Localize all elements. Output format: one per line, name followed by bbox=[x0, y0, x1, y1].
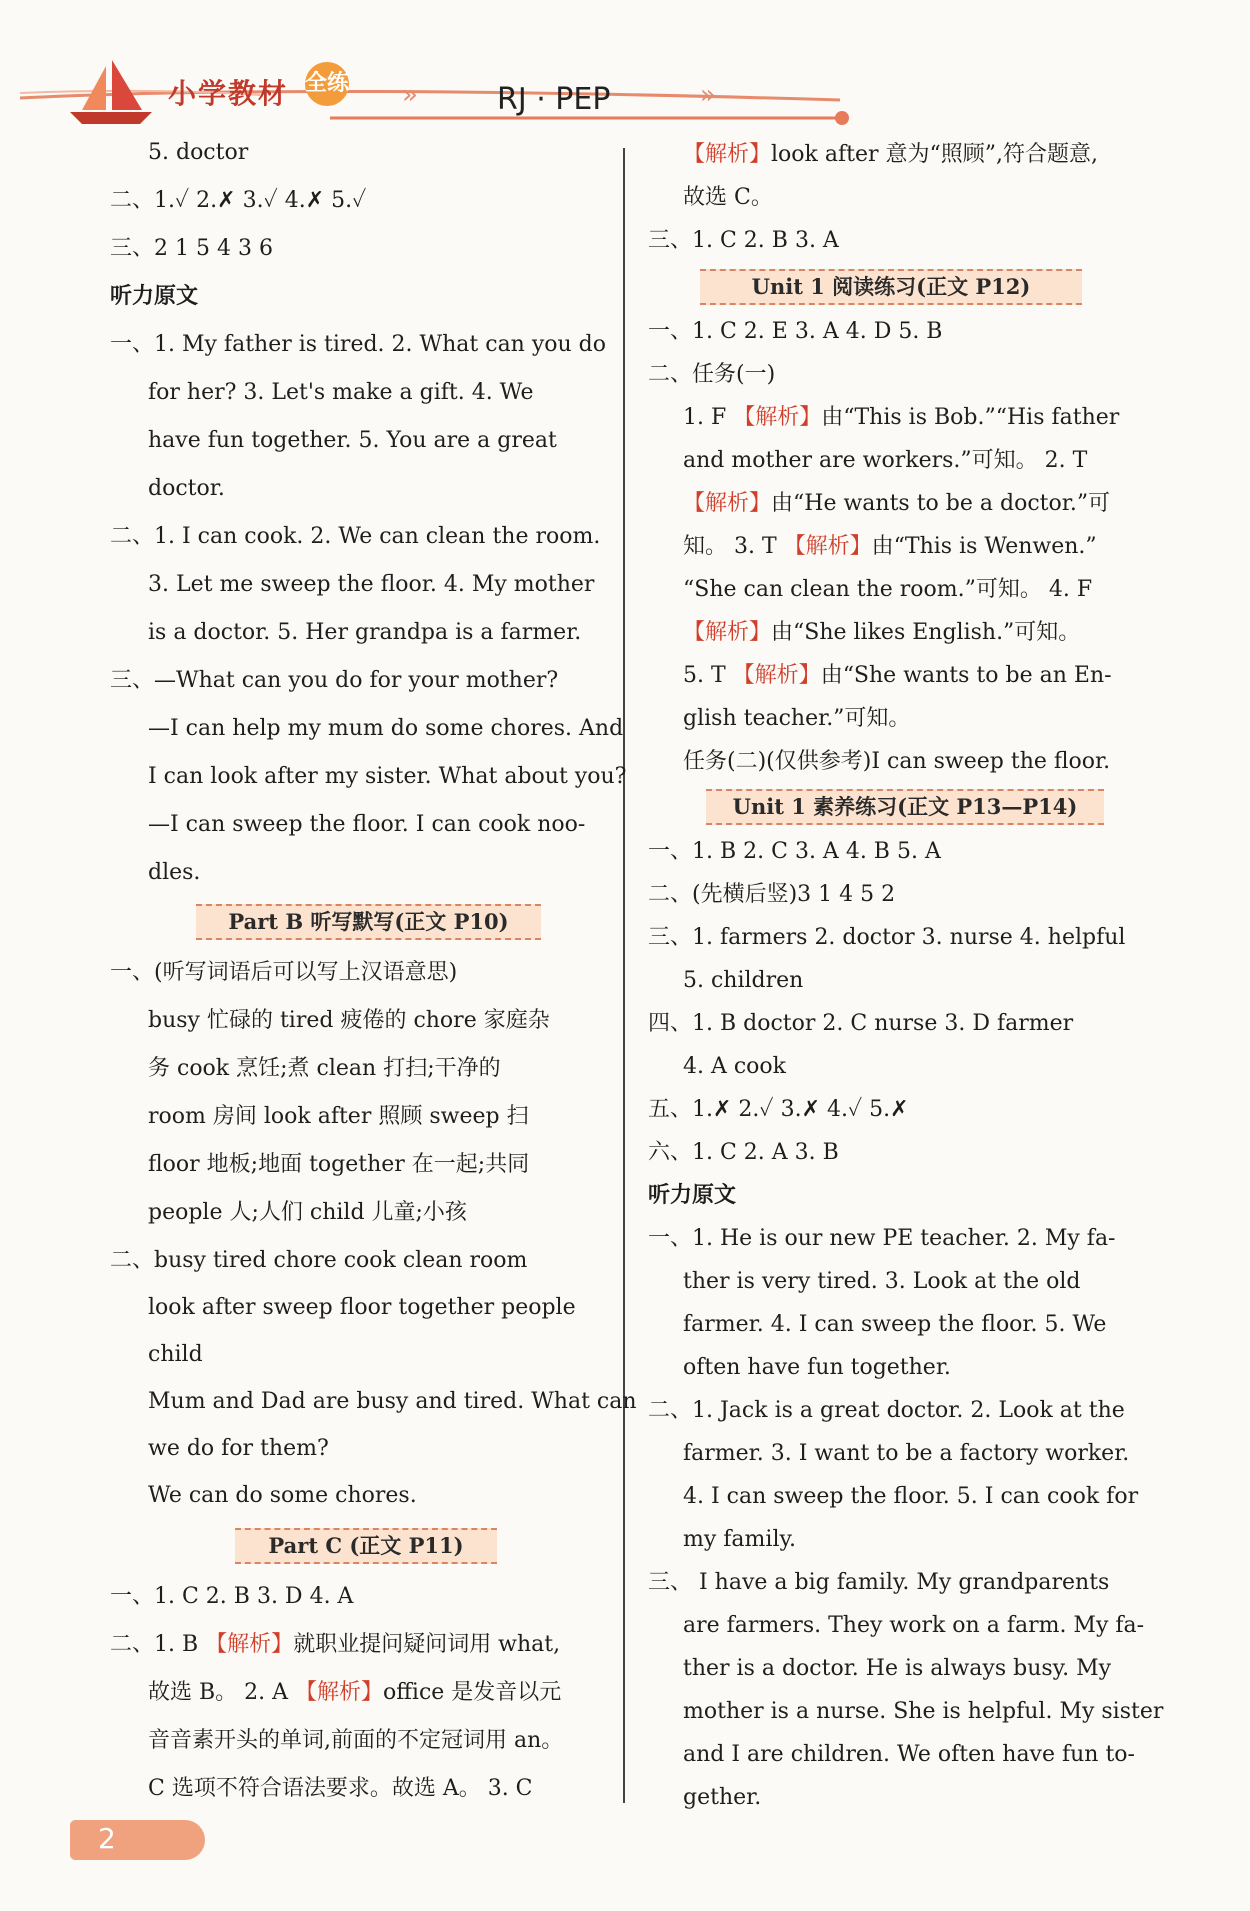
answer-line: 故选 C。 bbox=[683, 185, 773, 210]
analysis-text: office 是发音以元 bbox=[383, 1680, 562, 1705]
answer-line: —I can help my mum do some chores. And bbox=[148, 716, 624, 741]
answer-line: ther is very tired. 3. Look at the old bbox=[683, 1269, 1081, 1294]
section-title-reading-practice: Unit 1 阅读练习(正文 P12) bbox=[700, 269, 1082, 305]
answer-line: C 选项不符合语法要求。故选 A。 3. C bbox=[148, 1776, 533, 1801]
answer-line: gether. bbox=[683, 1785, 762, 1810]
analysis-text: 由“She wants to be an En- bbox=[820, 663, 1112, 688]
answer-line bbox=[683, 532, 1097, 562]
answer-line: 任务(二)(仅供参考)I can sweep the floor. bbox=[683, 749, 1111, 774]
analysis-text: 由“She likes English.”可知。 bbox=[771, 620, 1081, 645]
answer-line: doctor. bbox=[148, 476, 225, 501]
answer-line: dles. bbox=[148, 860, 201, 885]
answer-text: 5. T bbox=[683, 663, 726, 688]
answer-line: 三、2 1 5 4 3 6 bbox=[110, 236, 273, 261]
analysis-text: 由“This is Bob.”“His father bbox=[821, 405, 1120, 430]
answer-line: —I can sweep the floor. I can cook noo- bbox=[148, 812, 586, 837]
column-divider bbox=[623, 148, 625, 1803]
answer-line: Mum and Dad are busy and tired. What can bbox=[148, 1389, 637, 1414]
analysis-tag: 【解析】 bbox=[732, 663, 821, 688]
answer-line: 务 cook 烹饪;煮 clean 打扫;干净的 bbox=[148, 1056, 501, 1081]
answer-line: 二、busy tired chore cook clean room bbox=[110, 1248, 528, 1273]
answer-text: 故选 B。 2. A bbox=[148, 1680, 289, 1705]
answer-line: 四、1. B doctor 2. C nurse 3. D farmer bbox=[648, 1011, 1074, 1036]
heading-listening-script: 听力原文 bbox=[648, 1183, 737, 1208]
answer-line: 一、1. C 2. E 3. A 4. D 5. B bbox=[648, 319, 943, 344]
edition-label: RJ · PEP bbox=[497, 82, 611, 117]
analysis-tag: 【解析】 bbox=[295, 1680, 384, 1705]
answer-line: “She can clean the room.”可知。 4. F bbox=[683, 577, 1093, 602]
item-prefix: 二、 bbox=[110, 1632, 155, 1657]
answer-line: 二、1.✓ 2.✗ 3.✓ 4.✗ 5.✓ bbox=[110, 188, 367, 213]
answer-line: 一、1. B 2. C 3. A 4. B 5. A bbox=[648, 839, 941, 864]
answer-line: We can do some chores. bbox=[148, 1483, 417, 1508]
analysis-text: 就职业提问疑问词用 what, bbox=[293, 1632, 561, 1657]
page-number-tab bbox=[70, 1820, 205, 1860]
answer-line: room 房间 look after 照顾 sweep 扫 bbox=[148, 1104, 529, 1129]
answer-line: people 人;人们 child 儿童;小孩 bbox=[148, 1200, 467, 1225]
answer-text: 知。 3. T bbox=[683, 534, 777, 559]
answer-line: mother is a nurse. She is helpful. My sister bbox=[683, 1699, 1164, 1724]
answer-line: 音音素开头的单词,前面的不定冠词用 an。 bbox=[148, 1728, 564, 1753]
answer-line: 4. I can sweep the floor. 5. I can cook for bbox=[683, 1484, 1139, 1509]
answer-line: 三、 I have a big family. My grandparents bbox=[648, 1570, 1110, 1595]
page-header bbox=[0, 0, 1250, 130]
section-title-part-c: Part C (正文 P11) bbox=[235, 1528, 497, 1564]
answer-line: we do for them? bbox=[148, 1436, 329, 1461]
answer-line: my family. bbox=[683, 1527, 796, 1552]
answer-line bbox=[110, 1630, 560, 1660]
page-number: 2 bbox=[98, 1822, 116, 1855]
answer-line: and I are children. We often have fun to- bbox=[683, 1742, 1135, 1767]
answer-line: 二、任务(一) bbox=[648, 362, 776, 387]
answer-text: 1. F bbox=[683, 405, 727, 430]
answer-line: is a doctor. 5. Her grandpa is a farmer. bbox=[148, 620, 582, 645]
answer-line: 三、1. C 2. B 3. A bbox=[648, 228, 839, 253]
answer-line: busy 忙碌的 tired 疲倦的 chore 家庭杂 bbox=[148, 1008, 550, 1033]
analysis-tag: 【解析】 bbox=[683, 620, 772, 645]
analysis-text: look after 意为“照顾”,符合题意, bbox=[771, 142, 1098, 167]
answer-line: 三、—What can you do for your mother? bbox=[110, 668, 559, 693]
answer-line: 二、1. I can cook. 2. We can clean the room. bbox=[110, 524, 601, 549]
answer-line: 一、1. C 2. B 3. D 4. A bbox=[110, 1584, 354, 1609]
answer-line bbox=[683, 618, 1080, 648]
answer-line: have fun together. 5. You are a great bbox=[148, 428, 557, 453]
answer-line: child bbox=[148, 1342, 203, 1367]
answer-line: 二、(先横后竖)3 1 4 5 2 bbox=[648, 882, 896, 907]
answer-text: 1. B bbox=[154, 1632, 199, 1657]
analysis-tag: 【解析】 bbox=[733, 405, 822, 430]
answer-line: 一、1. He is our new PE teacher. 2. My fa- bbox=[648, 1226, 1116, 1251]
section-title-part-b: Part B 听写默写(正文 P10) bbox=[196, 904, 541, 940]
answer-line bbox=[683, 661, 1112, 691]
answer-line: ther is a doctor. He is always busy. My bbox=[683, 1656, 1112, 1681]
heading-listening-script: 听力原文 bbox=[110, 284, 199, 309]
answer-line: glish teacher.”可知。 bbox=[683, 706, 911, 731]
answer-line: 二、1. Jack is a great doctor. 2. Look at the bbox=[648, 1398, 1125, 1423]
answer-line: 六、1. C 2. A 3. B bbox=[648, 1140, 839, 1165]
answer-line bbox=[683, 403, 1119, 433]
answer-line: 一、(听写词语后可以写上汉语意思) bbox=[110, 960, 458, 985]
answer-line: 5. children bbox=[683, 968, 804, 993]
answer-line: are farmers. They work on a farm. My fa- bbox=[683, 1613, 1145, 1638]
chevron-right-icon: » bbox=[700, 80, 716, 110]
answer-line: often have fun together. bbox=[683, 1355, 951, 1380]
answer-line: floor 地板;地面 together 在一起;共同 bbox=[148, 1152, 530, 1177]
analysis-tag: 【解析】 bbox=[783, 534, 872, 559]
answer-line: for her? 3. Let's make a gift. 4. We bbox=[148, 380, 534, 405]
chevron-right-icon: » bbox=[402, 80, 418, 110]
answer-line: and mother are workers.”可知。 2. T bbox=[683, 448, 1088, 473]
answer-line: 五、1.✗ 2.✓ 3.✗ 4.✓ 5.✗ bbox=[648, 1097, 909, 1122]
answer-line: farmer. 4. I can sweep the floor. 5. We bbox=[683, 1312, 1107, 1337]
answer-line: farmer. 3. I want to be a factory worker. bbox=[683, 1441, 1130, 1466]
analysis-tag: 【解析】 bbox=[683, 491, 772, 516]
answer-line: 三、1. farmers 2. doctor 3. nurse 4. helpful bbox=[648, 925, 1126, 950]
answer-line bbox=[148, 1678, 561, 1708]
answer-line: 4. A cook bbox=[683, 1054, 787, 1079]
answer-line: look after sweep floor together people bbox=[148, 1295, 576, 1320]
answer-line: 3. Let me sweep the floor. 4. My mother bbox=[148, 572, 595, 597]
section-title-quality-practice: Unit 1 素养练习(正文 P13—P14) bbox=[706, 789, 1104, 825]
analysis-text: 由“He wants to be a doctor.”可 bbox=[771, 491, 1111, 516]
series-badge: 全练 bbox=[305, 62, 349, 106]
answer-line bbox=[683, 489, 1110, 519]
answer-line bbox=[683, 140, 1098, 170]
answer-line: I can look after my sister. What about you? bbox=[148, 764, 627, 789]
analysis-tag: 【解析】 bbox=[683, 142, 772, 167]
analysis-tag: 【解析】 bbox=[205, 1632, 294, 1657]
series-title: 小学教材 bbox=[168, 77, 289, 110]
answer-line: 5. doctor bbox=[148, 140, 249, 165]
answer-line: 一、1. My father is tired. 2. What can you do bbox=[110, 332, 607, 357]
analysis-text: 由“This is Wenwen.” bbox=[871, 534, 1097, 559]
